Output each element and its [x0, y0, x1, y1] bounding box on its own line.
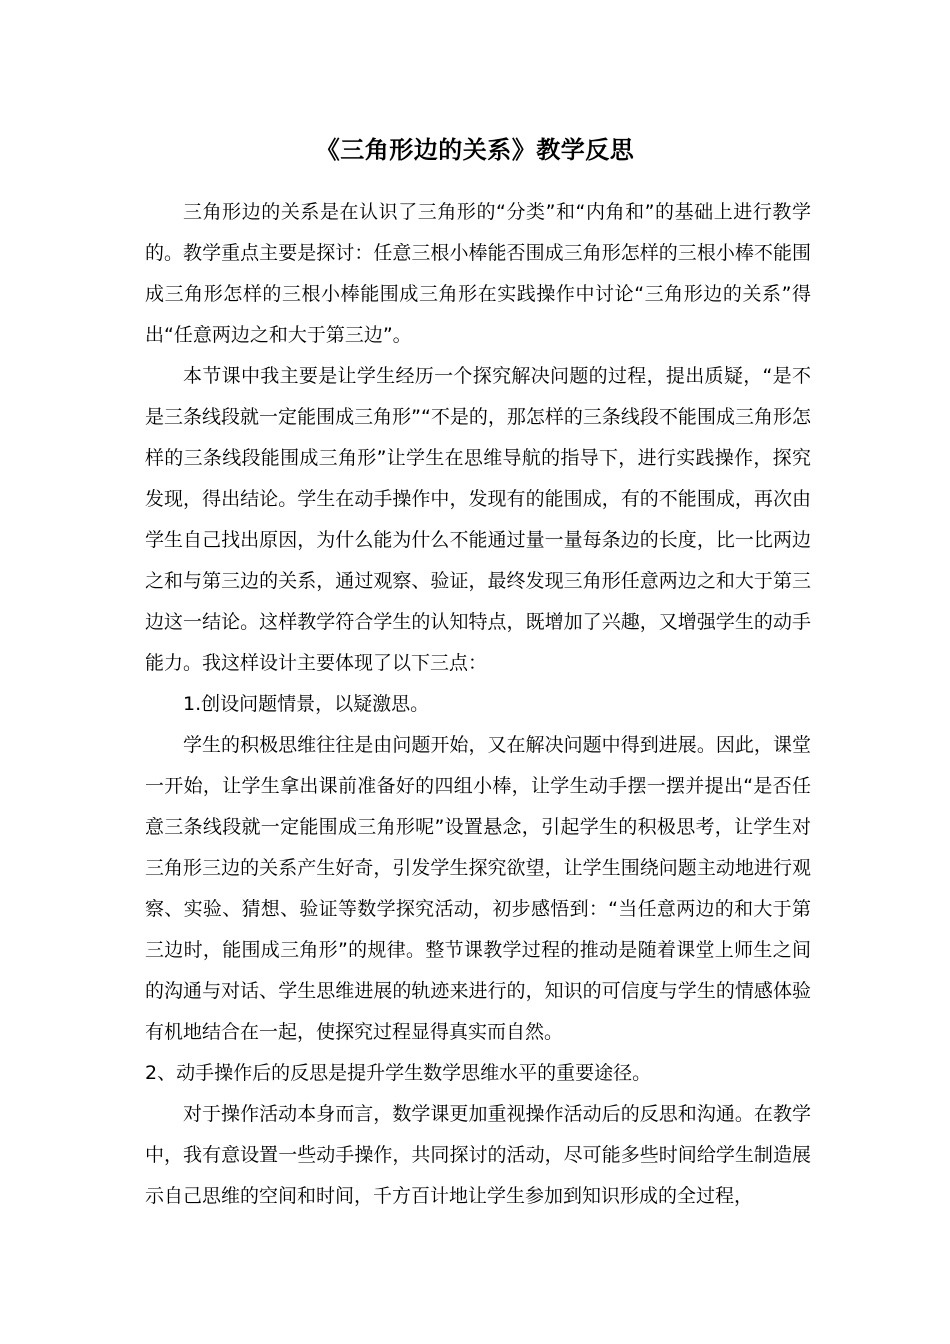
paragraph-point-1: 学生的积极思维往往是由问题开始，又在解决问题中得到进展。因此，课堂一开始，让学生拿出课前准备好的四组小棒，让学生动手摆一摆并提出“是否任意三条线段就一定能围成三角形呢”设置悬念，引起学生的积极思考，让学生对三角形三边的关系产生好奇，引发学生探究欲望，让学生围绕问题主动地进行观察、实验、猜想、验证等数学探究活动，初步感悟到：“当任意两边的和大于第三边时，能围成三角形”的规律。整节课教学过程的推动是随着课堂上师生之间的沟通与对话、学生思维进展的轨迹来进行的，知识的可信度与学生的情感体验有机地结合在一起，使探究过程显得真实而自然。 — [145, 734, 811, 1043]
document-title: 《三角形边的关系》教学反思 — [315, 136, 635, 164]
heading-point-1: 1.创设问题情景，以疑激思。 — [183, 693, 430, 715]
heading-point-2: 2、动手操作后的反思是提升学生数学思维水平的重要途径。 — [145, 1062, 652, 1084]
paragraph-point-2: 对于操作活动本身而言，数学课更加重视操作活动后的反思和沟通。在教学中，我有意设置一些动手操作，共同探讨的活动，尽可能多些时间给学生制造展示自己思维的空间和时间，千方百计地让学生参加到知识形成的全过程， — [145, 1103, 811, 1207]
paragraph-intro: 三角形边的关系是在认识了三角形的“分类”和“内角和”的基础上进行教学的。教学重点主要是探讨：任意三根小棒能否围成三角形怎样的三根小棒不能围成三角形怎样的三根小棒能围成三角形在实践操作中讨论“三角形边的关系”得出“任意两边之和大于第三边”。 — [145, 201, 811, 346]
document-body — [145, 192, 811, 1217]
paragraph-process: 本节课中我主要是让学生经历一个探究解决问题的过程，提出质疑，“是不是三条线段就一定能围成三角形”“不是的，那怎样的三条线段不能围成三角形怎样的三条线段能围成三角形”让学生在思维导航的指导下，进行实践操作，探究发现，得出结论。学生在动手操作中，发现有的能围成，有的不能围成，再次由学生自己找出原因，为什么能为什么不能通过量一量每条边的长度，比一比两边之和与第三边的关系，通过观察、验证，最终发现三角形任意两边之和大于第三边这一结论。这样教学符合学生的认知特点，既增加了兴趣，又增强学生的动手能力。我这样设计主要体现了以下三点： — [145, 365, 811, 674]
